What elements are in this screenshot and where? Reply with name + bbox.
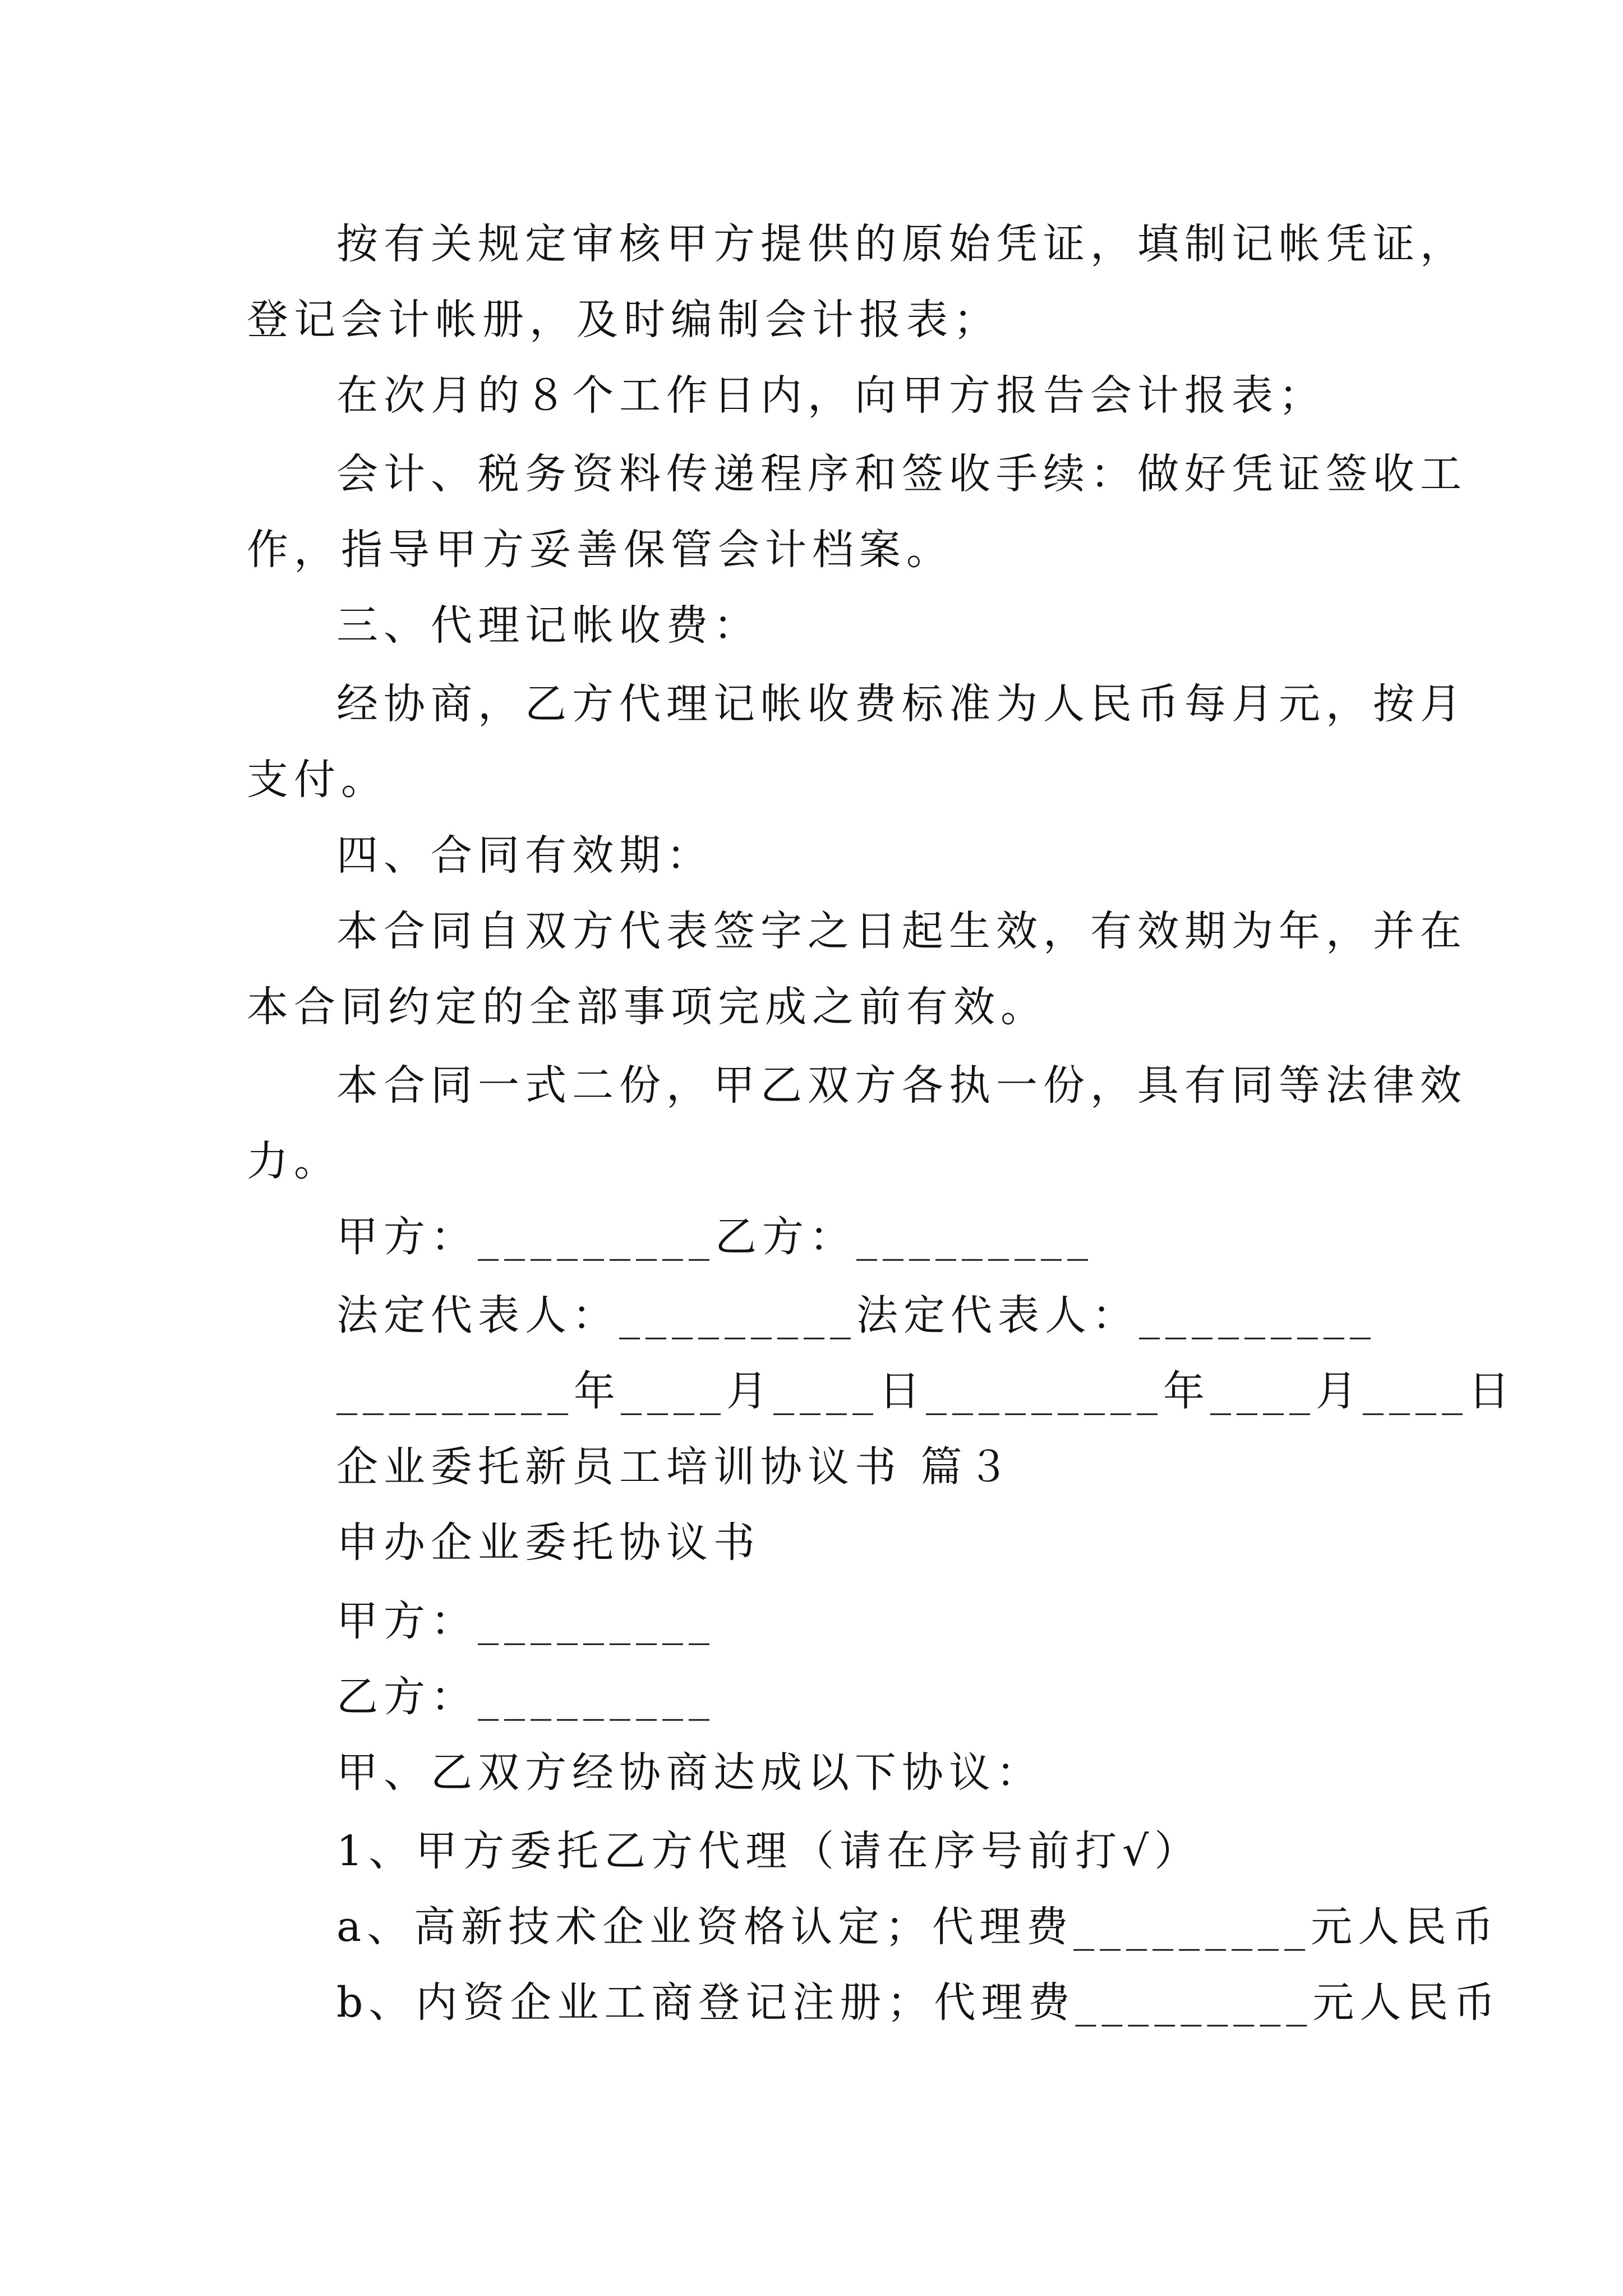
text-line-12: 本合同一式二份，甲乙双方各执一份，具有同等法律效 [336, 1061, 1467, 1110]
text-line-7: 经协商，乙方代理记帐收费标准为人民币每月元，按月 [336, 680, 1467, 728]
clause-1: 1、甲方委托乙方代理（请在序号前打√） [336, 1827, 1202, 1875]
party-b-line: 乙方：_________ [336, 1673, 715, 1721]
text-line-10: 本合同自双方代表签字之日起生效，有效期为年，并在 [336, 907, 1467, 955]
section-heading-validity: 四、合同有效期： [336, 831, 713, 880]
clause-item-a: a、高新技术企业资格认定；代理费_________元人民币 [336, 1903, 1500, 1951]
text-line-13: 力。 [247, 1137, 341, 1185]
article-title-3: 企业委托新员工培训协议书 篇３ [336, 1443, 1015, 1491]
text-line-2: 登记会计帐册，及时编制会计报表； [247, 296, 1000, 344]
text-line-4: 会计、税务资料传递程序和签收手续：做好凭证签收工 [336, 450, 1467, 498]
text-line-8: 支付。 [247, 756, 388, 804]
text-line-5: 作，指导甲方妥善保管会计档案。 [247, 526, 953, 574]
clause-item-b: b、内资企业工商登记注册；代理费_________元人民币 [336, 1978, 1501, 2027]
agreement-title: 申办企业委托协议书 [336, 1519, 760, 1567]
text-line-11: 本合同约定的全部事项完成之前有效。 [247, 983, 1048, 1031]
signature-parties-line: 甲方：_________乙方：_________ [336, 1213, 1094, 1261]
text-line-1: 按有关规定审核甲方提供的原始凭证，填制记帐凭证， [336, 220, 1467, 268]
legal-representative-line: 法定代表人：_________法定代表人：_________ [336, 1291, 1376, 1340]
agreement-intro: 甲、乙双方经协商达成以下协议： [336, 1749, 1043, 1797]
party-a-line: 甲方：_________ [336, 1597, 715, 1645]
section-heading-fee: 三、代理记帐收费： [336, 601, 760, 650]
date-line: _________年____月____日_________年____月____日 [336, 1367, 1515, 1415]
text-line-3: 在次月的８个工作日内，向甲方报告会计报表； [336, 371, 1326, 420]
